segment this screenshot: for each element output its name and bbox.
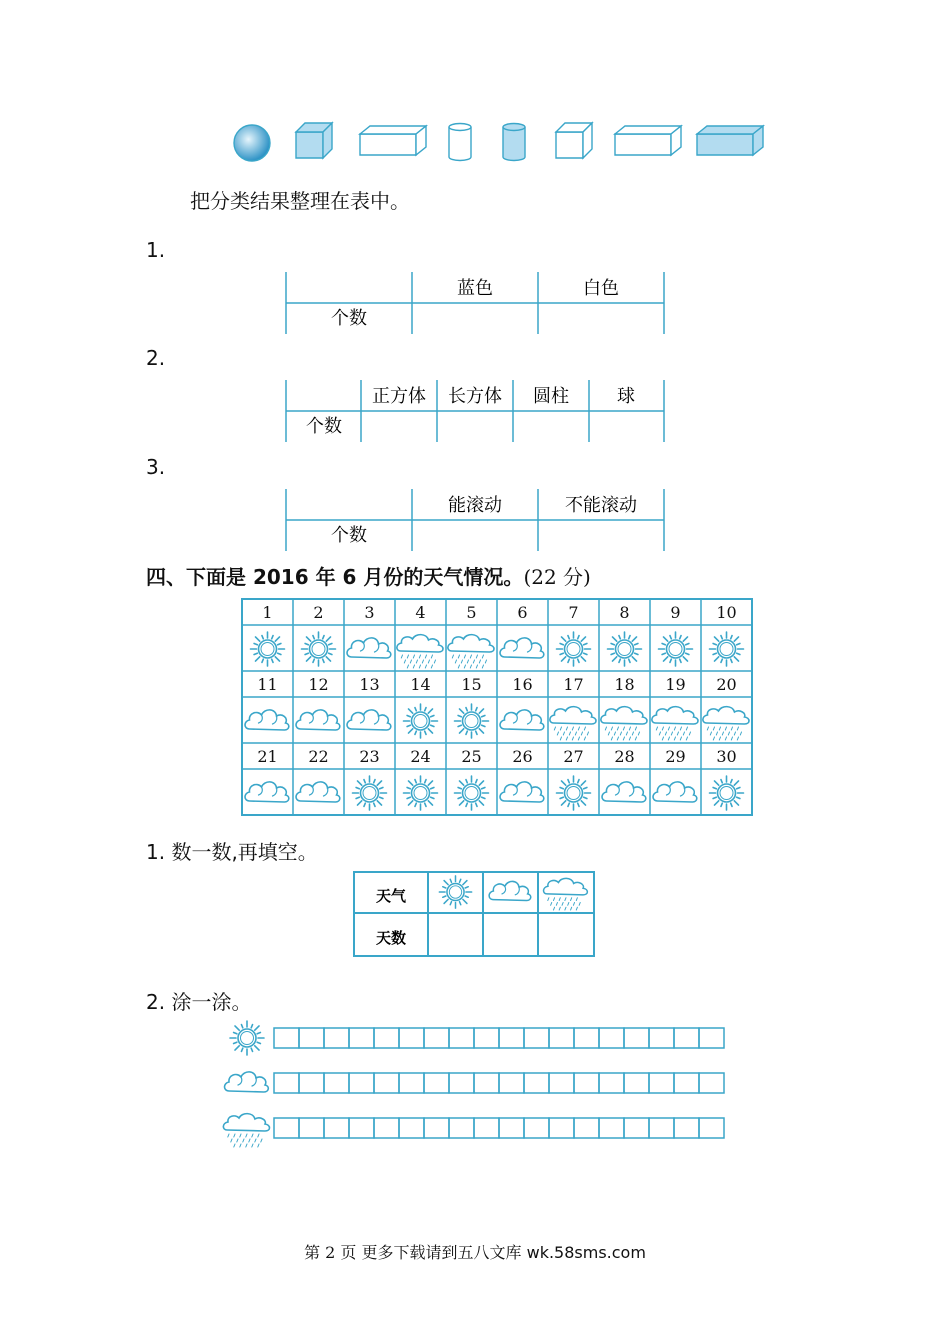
coloring-box[interactable] (399, 1118, 424, 1138)
calendar-day: 16 (512, 675, 533, 694)
cloud-icon (500, 710, 544, 730)
coloring-box[interactable] (449, 1028, 474, 1048)
table1 (284, 272, 668, 334)
calendar-day: 3 (364, 603, 375, 622)
coloring-box[interactable] (324, 1028, 349, 1048)
table2-header-sphere: 球 (617, 386, 635, 407)
shape-cube-white (556, 123, 592, 158)
q1-label: 1. 数一数,再填空。 (146, 840, 318, 864)
rain-icon (397, 635, 443, 668)
sun-icon (659, 632, 693, 666)
coloring-box[interactable] (674, 1118, 699, 1138)
coloring-box[interactable] (649, 1028, 674, 1048)
coloring-box[interactable] (524, 1073, 549, 1093)
sun-icon (455, 704, 489, 738)
sun-icon (608, 632, 642, 666)
shape-cylinder-blue (503, 124, 525, 161)
cloud-icon (489, 881, 531, 900)
coloring-box[interactable] (424, 1073, 449, 1093)
calendar-day: 4 (415, 603, 426, 622)
coloring-box[interactable] (424, 1028, 449, 1048)
calendar-day: 20 (716, 675, 737, 694)
coloring-box[interactable] (274, 1073, 299, 1093)
coloring-box[interactable] (424, 1118, 449, 1138)
calendar-day: 18 (614, 675, 635, 694)
footer-text: 第 2 页 更多下载请到五八文库 (304, 1243, 527, 1262)
rain-icon (544, 878, 588, 910)
calendar-day: 11 (257, 675, 278, 694)
shape-cuboid-long-white (360, 126, 426, 155)
calendar-day: 5 (466, 603, 477, 622)
coloring-box[interactable] (299, 1028, 324, 1048)
coloring-box[interactable] (349, 1028, 374, 1048)
coloring-row-sun (274, 1028, 724, 1048)
calendar-day: 29 (665, 747, 686, 766)
section4-points: (22 分) (523, 565, 591, 589)
coloring-box[interactable] (699, 1028, 724, 1048)
coloring-box[interactable] (449, 1118, 474, 1138)
sun-icon (557, 632, 591, 666)
calendar-day: 2 (313, 603, 324, 622)
cloud-icon (245, 782, 289, 802)
table2-number: 2. (146, 346, 166, 370)
coloring-box[interactable] (549, 1028, 574, 1048)
coloring-box[interactable] (499, 1118, 524, 1138)
cloud-icon (602, 782, 646, 802)
calendar-day: 12 (308, 675, 329, 694)
coloring-box[interactable] (599, 1028, 624, 1048)
coloring-box[interactable] (349, 1073, 374, 1093)
sun-icon (404, 704, 438, 738)
coloring-box[interactable] (624, 1073, 649, 1093)
cloud-icon (347, 638, 391, 658)
cloud-icon (500, 782, 544, 802)
coloring-box[interactable] (649, 1073, 674, 1093)
table1-row-label: 个数 (331, 308, 367, 329)
shape-sphere-blue (234, 125, 270, 161)
coloring-box[interactable] (624, 1028, 649, 1048)
coloring-grid (222, 1018, 732, 1154)
calendar-day: 15 (461, 675, 482, 694)
weather-calendar (241, 598, 753, 816)
calendar-day: 21 (257, 747, 278, 766)
coloring-box[interactable] (399, 1028, 424, 1048)
coloring-box[interactable] (549, 1073, 574, 1093)
calendar-day: 28 (614, 747, 635, 766)
calendar-day: 6 (517, 603, 528, 622)
coloring-box[interactable] (599, 1073, 624, 1093)
coloring-box[interactable] (674, 1028, 699, 1048)
table3-number: 3. (146, 455, 166, 479)
shape-cuboid-long-blue (697, 126, 763, 155)
coloring-box[interactable] (274, 1028, 299, 1048)
coloring-box[interactable] (549, 1118, 574, 1138)
coloring-box[interactable] (499, 1028, 524, 1048)
coloring-box[interactable] (474, 1028, 499, 1048)
coloring-box[interactable] (624, 1118, 649, 1138)
cloud-icon (245, 710, 289, 730)
calendar-day: 7 (568, 603, 579, 622)
coloring-box[interactable] (474, 1073, 499, 1093)
table3-header-no-roll: 不能滚动 (565, 495, 637, 516)
rain-icon (223, 1114, 269, 1147)
calendar-day: 10 (716, 603, 737, 622)
sun-icon (404, 776, 438, 810)
sun-icon (251, 632, 285, 666)
cloud-icon (296, 710, 340, 730)
calendar-day: 8 (619, 603, 630, 622)
calendar-day: 22 (308, 747, 329, 766)
cloud-icon (347, 710, 391, 730)
coloring-box[interactable] (374, 1118, 399, 1138)
calendar-day: 17 (563, 675, 584, 694)
table3-header-roll: 能滚动 (448, 495, 502, 516)
sun-icon (439, 876, 471, 908)
table2-header-cube: 正方体 (372, 386, 426, 407)
coloring-row-cloud (274, 1073, 724, 1093)
coloring-box[interactable] (574, 1073, 599, 1093)
calendar-day: 25 (461, 747, 482, 766)
sun-icon (455, 776, 489, 810)
coloring-box[interactable] (474, 1118, 499, 1138)
calendar-day: 24 (410, 747, 431, 766)
table1-number: 1. (146, 238, 166, 262)
calendar-day: 23 (359, 747, 380, 766)
instruction-text: 把分类结果整理在表中。 (190, 189, 410, 213)
rain-icon (601, 707, 647, 740)
calendar-day: 1 (262, 603, 273, 622)
rain-icon (448, 635, 494, 668)
cloud-icon (296, 782, 340, 802)
page-footer (0, 1240, 950, 1263)
shape-cube-blue (296, 123, 332, 158)
table2-header-cylinder: 圆柱 (533, 386, 569, 407)
coloring-box[interactable] (324, 1073, 349, 1093)
coloring-box[interactable] (599, 1118, 624, 1138)
sun-icon (230, 1021, 264, 1055)
q1-row2-label: 天数 (375, 929, 407, 947)
coloring-box[interactable] (349, 1118, 374, 1138)
cloud-icon (225, 1072, 269, 1092)
coloring-row-rain (274, 1118, 724, 1138)
calendar-day: 13 (359, 675, 380, 694)
rain-icon (652, 707, 698, 740)
coloring-box[interactable] (324, 1118, 349, 1138)
footer-url: wk.58sms.com (526, 1243, 646, 1262)
q2-label: 2. 涂一涂。 (146, 990, 252, 1014)
coloring-box[interactable] (374, 1073, 399, 1093)
coloring-box[interactable] (649, 1118, 674, 1138)
table2-row-label: 个数 (306, 416, 342, 437)
calendar-day: 26 (512, 747, 533, 766)
coloring-box[interactable] (524, 1028, 549, 1048)
rain-icon (703, 707, 749, 740)
coloring-box[interactable] (274, 1118, 299, 1138)
table3-row-label: 个数 (331, 525, 367, 546)
sun-icon (710, 776, 744, 810)
shapes-row (228, 118, 768, 168)
table1-header-white: 白色 (583, 278, 619, 299)
cloud-icon (653, 782, 697, 802)
calendar-day: 27 (563, 747, 584, 766)
table1-header-blue: 蓝色 (457, 278, 493, 299)
coloring-box[interactable] (699, 1118, 724, 1138)
calendar-day: 14 (410, 675, 431, 694)
sun-icon (353, 776, 387, 810)
sun-icon (302, 632, 336, 666)
coloring-box[interactable] (574, 1118, 599, 1138)
calendar-day: 9 (670, 603, 681, 622)
shape-cuboid-long-white (615, 126, 681, 155)
section4-title (146, 561, 591, 590)
rain-icon (550, 707, 596, 740)
coloring-box[interactable] (449, 1073, 474, 1093)
coloring-box[interactable] (524, 1118, 549, 1138)
calendar-day: 19 (665, 675, 686, 694)
coloring-box[interactable] (674, 1073, 699, 1093)
coloring-box[interactable] (374, 1028, 399, 1048)
weather-count-table (353, 871, 597, 959)
table2 (284, 380, 668, 442)
section4-title-text: 四、下面是 2016 年 6 月份的天气情况。 (146, 565, 524, 589)
shape-cylinder-white (449, 124, 471, 161)
table2-header-cuboid: 长方体 (448, 386, 502, 407)
coloring-box[interactable] (699, 1073, 724, 1093)
coloring-box[interactable] (399, 1073, 424, 1093)
cloud-icon (500, 638, 544, 658)
sun-icon (557, 776, 591, 810)
coloring-box[interactable] (499, 1073, 524, 1093)
q1-row1-label: 天气 (375, 887, 407, 905)
table3 (284, 489, 668, 551)
coloring-box[interactable] (299, 1073, 324, 1093)
coloring-box[interactable] (299, 1118, 324, 1138)
coloring-box[interactable] (574, 1028, 599, 1048)
calendar-day: 30 (716, 747, 737, 766)
sun-icon (710, 632, 744, 666)
